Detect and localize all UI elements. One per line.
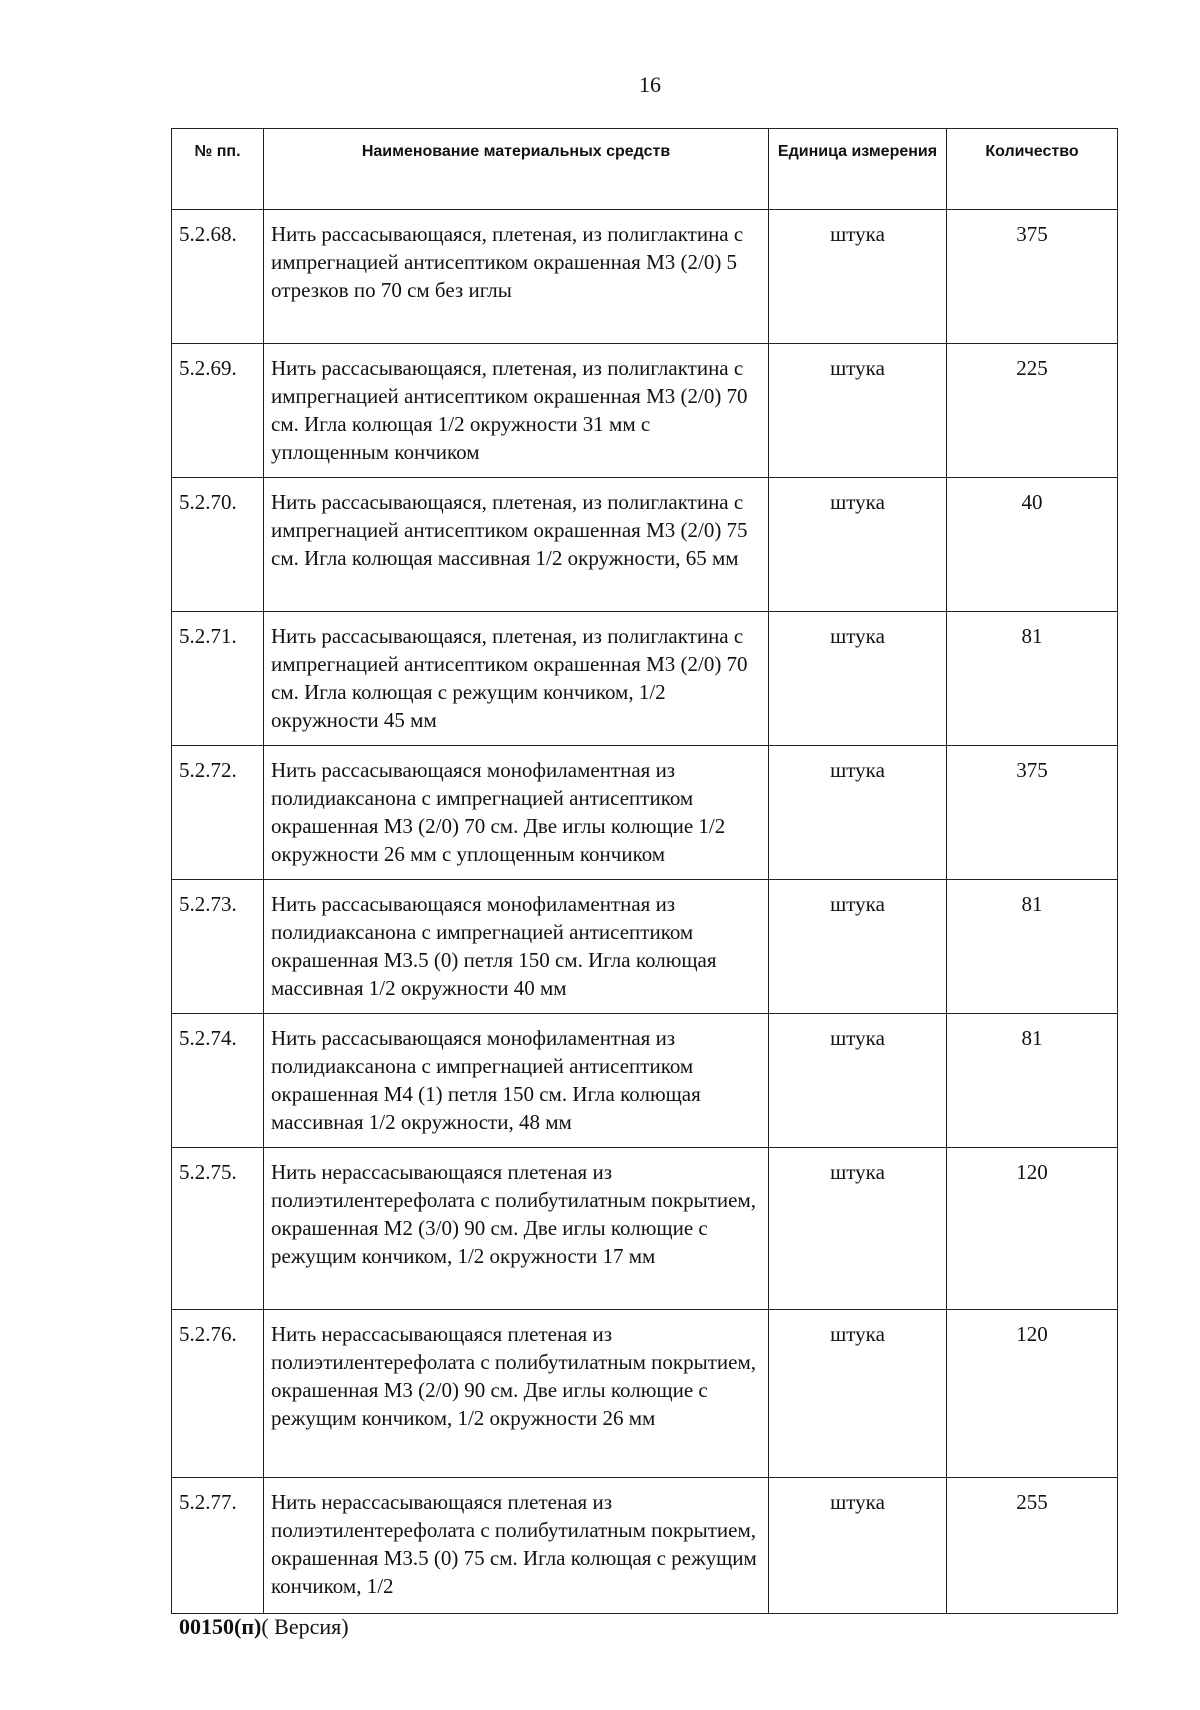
table-row: [172, 612, 1118, 746]
document-version: ( Версия): [261, 1614, 349, 1639]
row-name: Нить рассасывающаяся, плетеная, из полиглактина с импрегнацией антисептиком окрашенная М3 (2/0) 5 отрезков по 70 см без иглы: [264, 210, 769, 344]
row-unit: штука: [769, 478, 947, 612]
row-number: 5.2.73.: [172, 880, 264, 1014]
row-quantity: 120: [947, 1148, 1118, 1310]
row-name: Нить нерассасывающаяся плетеная из полиэтилентерефолата с полибутилатным покрытием, окрашенная М3.5 (0) 75 см. Игла колющая с режущим кончиком, 1/2: [264, 1478, 769, 1614]
row-number: 5.2.71.: [172, 612, 264, 746]
header-unit: Единица измерения: [769, 129, 947, 210]
header-name: Наименование материальных средств: [264, 129, 769, 210]
row-quantity: 375: [947, 210, 1118, 344]
row-unit: штука: [769, 612, 947, 746]
row-number: 5.2.77.: [172, 1478, 264, 1614]
row-name: Нить нерассасывающаяся плетеная из полиэтилентерефолата с полибутилатным покрытием, окрашенная М3 (2/0) 90 см. Две иглы колющие с режущим кончиком, 1/2 окружности 26 мм: [264, 1310, 769, 1478]
header-row: [172, 129, 1118, 210]
row-quantity: 120: [947, 1310, 1118, 1478]
row-unit: штука: [769, 1148, 947, 1310]
row-name: Нить рассасывающаяся монофиламентная из полидиаксанона с импрегнацией антисептиком окрашенная М4 (1) петля 150 см. Игла колющая массивная 1/2 окружности, 48 мм: [264, 1014, 769, 1148]
table-row: [172, 1148, 1118, 1310]
table-row: [172, 1478, 1118, 1614]
row-number: 5.2.68.: [172, 210, 264, 344]
row-unit: штука: [769, 880, 947, 1014]
row-unit: штука: [769, 1014, 947, 1148]
row-unit: штука: [769, 344, 947, 478]
row-unit: штука: [769, 1478, 947, 1614]
row-name: Нить нерассасывающаяся плетеная из полиэтилентерефолата с полибутилатным покрытием, окрашенная М2 (3/0) 90 см. Две иглы колющие с режущим кончиком, 1/2 окружности 17 мм: [264, 1148, 769, 1310]
row-number: 5.2.75.: [172, 1148, 264, 1310]
row-quantity: 81: [947, 1014, 1118, 1148]
row-unit: штука: [769, 1310, 947, 1478]
row-number: 5.2.74.: [172, 1014, 264, 1148]
row-number: 5.2.70.: [172, 478, 264, 612]
row-unit: штука: [769, 746, 947, 880]
document-footer: [179, 1614, 349, 1640]
row-quantity: 81: [947, 612, 1118, 746]
table-row: [172, 880, 1118, 1014]
row-name: Нить рассасывающаяся, плетеная, из полиглактина с импрегнацией антисептиком окрашенная М3 (2/0) 70 см. Игла колющая с режущим кончиком, 1/2 окружности 45 мм: [264, 612, 769, 746]
row-number: 5.2.72.: [172, 746, 264, 880]
table-row: [172, 210, 1118, 344]
header-number: № пп.: [172, 129, 264, 210]
row-quantity: 375: [947, 746, 1118, 880]
header-quantity: Количество: [947, 129, 1118, 210]
row-number: 5.2.69.: [172, 344, 264, 478]
table-row: [172, 478, 1118, 612]
page-number: 16: [639, 72, 661, 97]
row-quantity: 255: [947, 1478, 1118, 1614]
table-header: [172, 129, 1118, 210]
row-quantity: 81: [947, 880, 1118, 1014]
document-code: 00150(п): [179, 1614, 262, 1639]
row-unit: штука: [769, 210, 947, 344]
table-row: [172, 746, 1118, 880]
row-name: Нить рассасывающаяся монофиламентная из полидиаксанона с импрегнацией антисептиком окрашенная М3 (2/0) 70 см. Две иглы колющие 1/2 окружности 26 мм с уплощенным кончиком: [264, 746, 769, 880]
table-body: [172, 210, 1118, 1614]
row-number: 5.2.76.: [172, 1310, 264, 1478]
materials-table: [171, 128, 1118, 1614]
row-name: Нить рассасывающаяся, плетеная, из полиглактина с импрегнацией антисептиком окрашенная М3 (2/0) 70 см. Игла колющая 1/2 окружности 31 мм с уплощенным кончиком: [264, 344, 769, 478]
row-quantity: 40: [947, 478, 1118, 612]
row-name: Нить рассасывающаяся, плетеная, из полиглактина с импрегнацией антисептиком окрашенная М3 (2/0) 75 см. Игла колющая массивная 1/2 окружности, 65 мм: [264, 478, 769, 612]
table-row: [172, 1014, 1118, 1148]
table-row: [172, 1310, 1118, 1478]
table-row: [172, 344, 1118, 478]
row-quantity: 225: [947, 344, 1118, 478]
row-name: Нить рассасывающаяся монофиламентная из полидиаксанона с импрегнацией антисептиком окрашенная М3.5 (0) петля 150 см. Игла колющая массивная 1/2 окружности 40 мм: [264, 880, 769, 1014]
